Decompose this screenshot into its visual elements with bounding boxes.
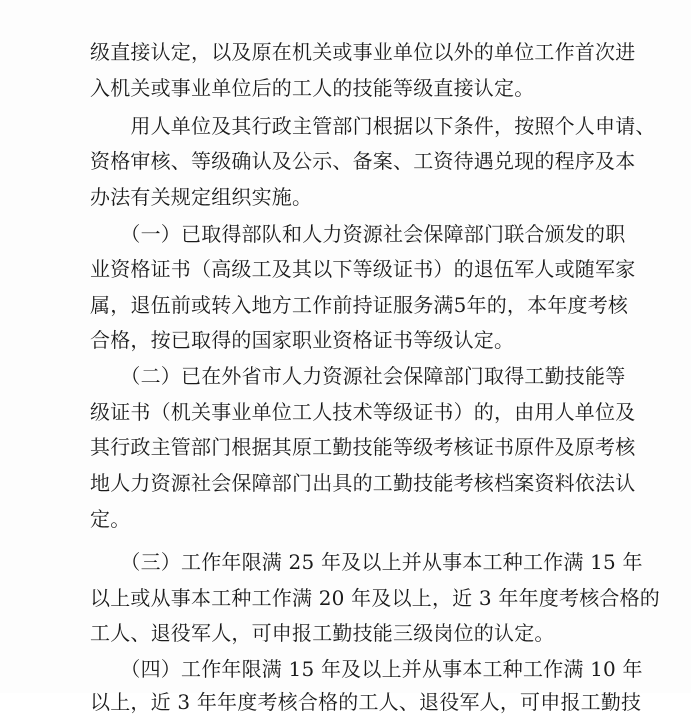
text-line: 其行政主管部门根据其原工勤技能等级考核证书原件及原考核 [90, 435, 636, 459]
text-line: 属，退伍前或转入地方工作前持证服务满5年的，本年度考核 [90, 293, 629, 317]
text-line: 以上，近 3 年年度考核合格的工人、退役军人，可申报工勤技 [90, 690, 642, 714]
text-line: （四）工作年限满 15 年及以上并从事本工种工作满 10 年 [90, 657, 643, 681]
text-line: 地人力资源社会保障部门出具的工勤技能考核档案资料依法认 [90, 471, 636, 495]
text-line: 业资格证书（高级工及其以下等级证书）的退伍军人或随军家 [90, 257, 636, 281]
text-line: 办法有关规定组织实施。 [90, 185, 313, 209]
text-line: 定。 [90, 507, 131, 531]
text-line: 合格，按已取得的国家职业资格证书等级认定。 [90, 328, 515, 352]
text-line: 级证书（机关事业单位工人技术等级证书）的，由用人单位及 [90, 400, 636, 424]
text-line: （一）已取得部队和人力资源社会保障部门联合颁发的职 [90, 222, 626, 246]
text-line: 用人单位及其行政主管部门根据以下条件，按照个人申请、 [90, 114, 656, 138]
text-line: （二）已在外省市人力资源社会保障部门取得工勤技能等 [90, 364, 626, 388]
text-line: 入机关或事业单位后的工人的技能等级直接认定。 [90, 76, 535, 100]
text-line: 以上或从事本工种工作满 20 年及以上，近 3 年年度考核合格的 [90, 586, 661, 610]
text-line: 资格审核、等级确认及公示、备案、工资待遇兑现的程序及本 [90, 149, 636, 173]
text-line: 级直接认定，以及原在机关或事业单位以外的单位工作首次进 [90, 40, 636, 64]
text-line: 工人、退役军人，可申报工勤技能三级岗位的认定。 [90, 621, 555, 645]
text-line: （三）工作年限满 25 年及以上并从事本工种工作满 15 年 [90, 550, 643, 574]
